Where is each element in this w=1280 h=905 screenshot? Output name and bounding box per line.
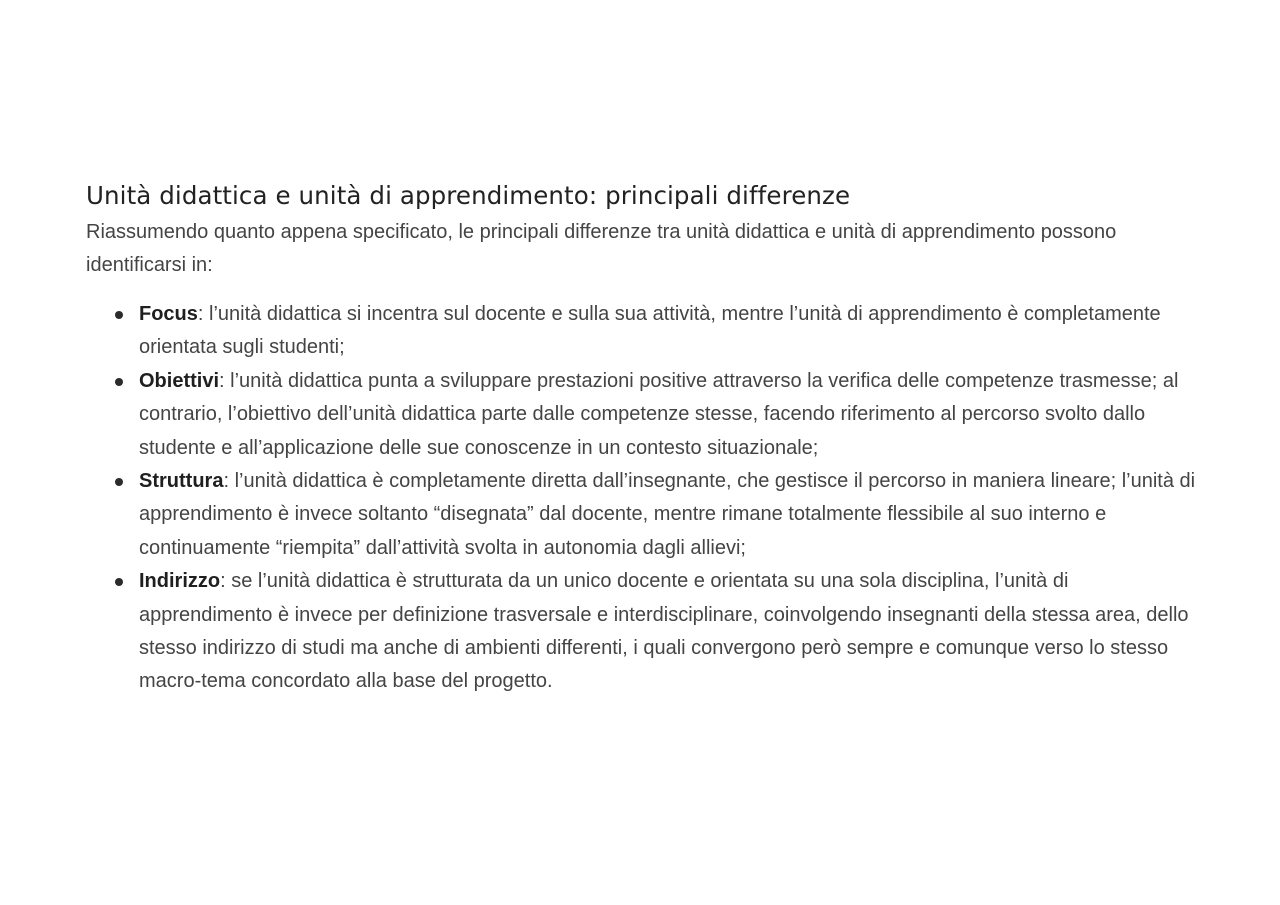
item-term: Focus xyxy=(139,303,198,325)
item-term: Indirizzo xyxy=(139,570,221,593)
item-text: : l’unità didattica punta a sviluppare prestazioni positive attraverso la verifica delle competenze trasmesse; al contrario, l’obiettivo dell’unità didattica parte dalle competenze stesse, facendo riferimento al percorso svolto dallo studente e all’applicazione delle sue conoscenze in un contesto situazionale; xyxy=(139,369,1179,459)
item-text: : l’unità didattica è completamente diretta dall’insegnante, che gestisce il percorso in maniera lineare; l’unità di apprendimento è invece soltanto “disegnata” dal docente, mentre rimane totalmente flessibile al suo interno e continuamente “riempita” dall’attività svolta in autonomia dagli allievi; xyxy=(139,470,1196,559)
list-item-focus xyxy=(139,298,1196,365)
list-item-obiettivi xyxy=(139,365,1196,465)
section-heading: Unità didattica e unità di apprendimento: principali differenze xyxy=(86,181,851,210)
item-term: Obiettivi xyxy=(139,369,220,392)
bullet-icon xyxy=(115,311,123,319)
list-item-struttura xyxy=(139,465,1196,565)
item-text: : l’unità didattica si incentra sul docente e sulla sua attività, mentre l’unità di apprendimento è completamente orientata sugli studenti; xyxy=(139,303,1161,359)
article-section xyxy=(86,176,1196,699)
item-term: Struttura xyxy=(139,470,224,493)
item-text: : se l’unità didattica è strutturata da un unico docente e orientata su una sola disciplina, l’unità di apprendimento è invece per definizione trasversale e interdisciplinare, coinvolgendo insegnanti della stessa area, dello stesso indirizzo di studi ma anche di ambienti differenti, i quali convergono però sempre e comunque verso lo stesso macro-tema concordato alla base del progetto. xyxy=(139,570,1189,693)
bullet-icon xyxy=(115,578,123,586)
bullet-icon xyxy=(115,378,123,386)
intro-paragraph: Riassumendo quanto appena specificato, le principali differenze tra unità didattica e unità di apprendimento possono identificarsi in: xyxy=(86,221,1117,276)
list-item-indirizzo xyxy=(139,565,1196,699)
bullet-icon xyxy=(115,478,123,486)
differences-list xyxy=(86,298,1196,699)
